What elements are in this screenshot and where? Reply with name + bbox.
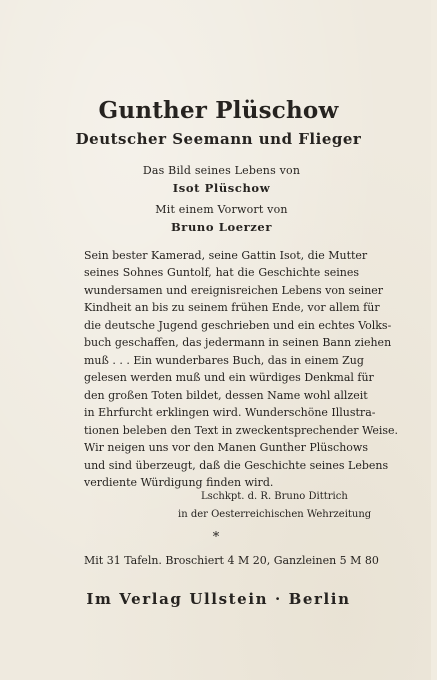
review-line: und sind überzeugt, daß die Geschichte seines Lebens [84,459,389,472]
foreword-author: Bruno Loerzer [170,220,272,234]
publisher-imprint: Im Verlag Ullstein · Berlin [86,590,351,608]
review-line: buch geschaffen, das jedermann in seinen Bann ziehen [84,336,392,349]
review-line: wundersamen und ereignisreichen Lebens von seiner [84,284,384,297]
review-line: tionen beleben den Text in zweckentsprechender Weise. [84,424,399,437]
review-line: in Ehrfurcht erklingen wird. Wunderschöne Illustra- [84,406,376,419]
review-line: die deutsche Jugend geschrieben und ein echtes Volks- [84,319,392,332]
review-line: gelesen werden muß und ein würdiges Denkmal für [84,371,374,384]
review-line: muß . . . Ein wunderbares Buch, das in einem Zug [84,354,364,367]
review-line: seines Sohnes Guntolf, hat die Geschichte seines [84,266,359,279]
book-title: Gunther Plüschow [98,97,339,124]
author-name: Isot Plüschow [172,181,271,195]
foreword-line: Mit einem Vorwort von [155,203,288,216]
book-subtitle: Deutscher Seemann und Flieger [75,130,362,148]
section-separator: * [212,530,220,545]
review-signature-name: Lschkpt. d. R. Bruno Dittrich [201,491,348,502]
price-line: Mit 31 Tafeln. Broschiert 4 M 20, Ganzleinen 5 M 80 [84,554,379,567]
intro-line: Das Bild seines Lebens von [142,164,301,177]
review-line: den großen Toten bildet, dessen Name wohl allzeit [84,389,368,402]
review-line: verdiente Würdigung finden wird. [84,476,274,489]
review-line: Sein bester Kamerad, seine Gattin Isot, die Mutter [84,249,368,262]
review-line: Kindheit an bis zu seinem frühen Ende, vor allem für [84,301,380,314]
review-signature-source: in der Oesterreichischen Wehrzeitung [178,509,372,520]
review-line: Wir neigen uns vor den Manen Gunther Plüschows [84,441,368,454]
